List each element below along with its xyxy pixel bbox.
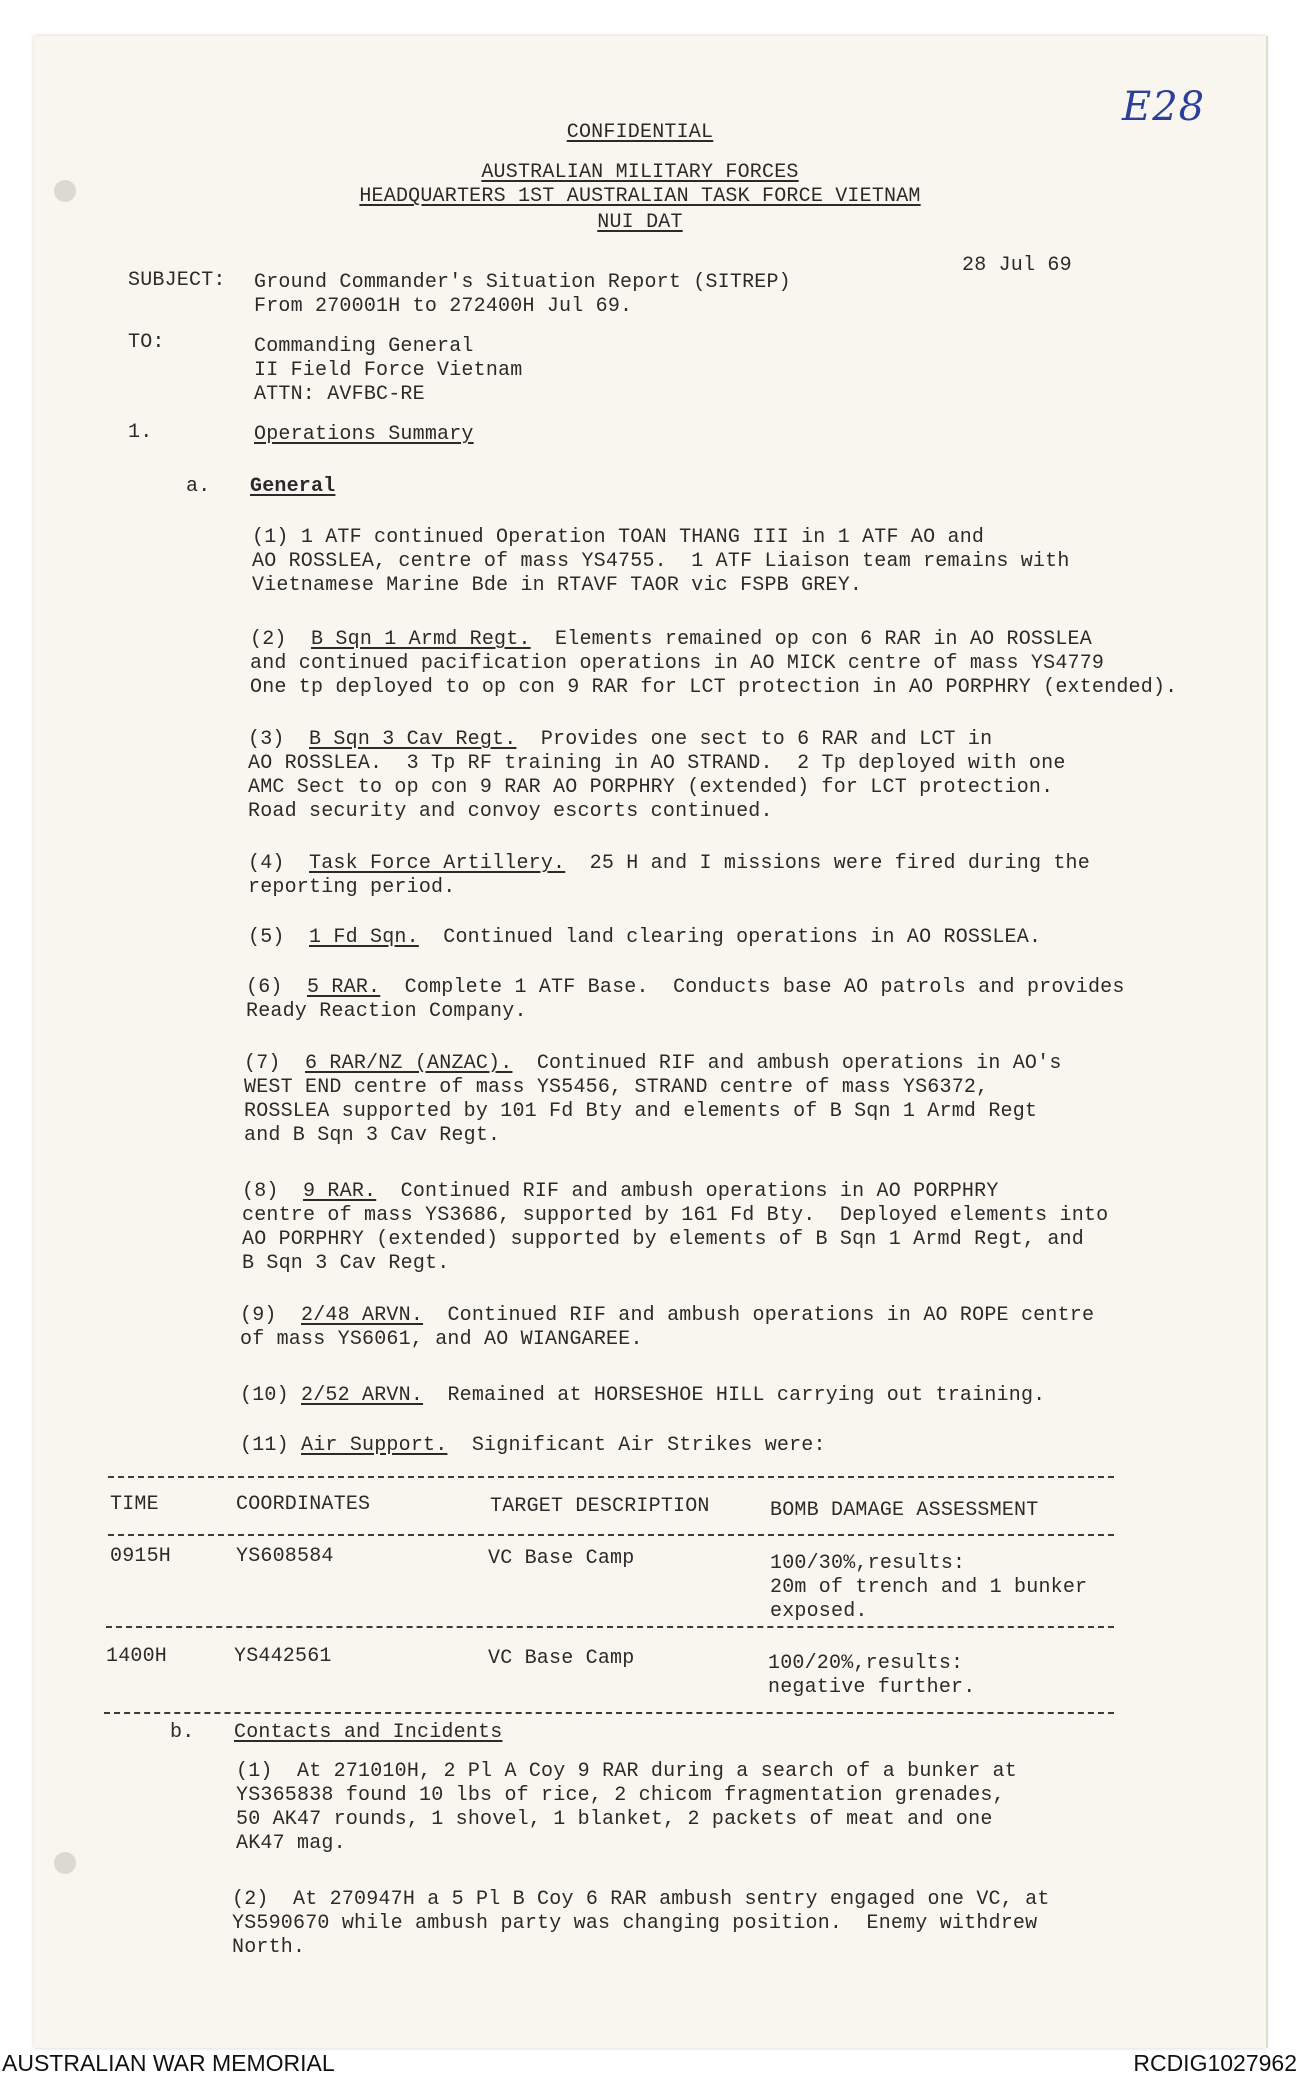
- to-line-3: ATTN: AVFBC-RE: [254, 383, 425, 406]
- paragraph-2: (2) B Sqn 1 Armd Regt. Elements remained op con 6 RAR in AO ROSSLEA and continued pacification operations in AO MICK centre of mass YS4779 One tp deployed to op con 9 RAR for LCT protection in AO PORPHRY (extended).: [250, 628, 1178, 699]
- punch-hole: [54, 180, 76, 202]
- table-rule-header: [108, 1534, 1114, 1536]
- paragraph-11: (11) Air Support. Significant Air Strikes were:: [240, 1434, 826, 1457]
- subject-label: SUBJECT:: [128, 269, 226, 292]
- row-2-time: 1400H: [106, 1645, 168, 1668]
- paragraph-8: (8) 9 RAR. Continued RIF and ambush operations in AO PORPHRY centre of mass YS3686, supported by 161 Fd Bty. Deployed elements into AO PORPHRY (extended) supported by elements of B Sqn 1 Armd Regt, and B Sqn 3 Cav Regt.: [242, 1180, 1109, 1275]
- table-rule-top: [108, 1476, 1114, 1478]
- to-label: TO:: [128, 331, 165, 354]
- document-date: 28 Jul 69: [962, 254, 1072, 277]
- paragraph-5: (5) 1 Fd Sqn. Continued land clearing operations in AO ROSSLEA.: [248, 926, 1042, 949]
- subsection-a-title: General: [250, 475, 336, 498]
- table-header-bda: BOMB DAMAGE ASSESSMENT: [770, 1499, 1039, 1522]
- paragraph-4: (4) Task Force Artillery. 25 H and I missions were fired during the reporting period.: [248, 852, 1090, 899]
- archive-credit: AUSTRALIAN WAR MEMORIAL: [2, 2050, 335, 2076]
- row-2-bda: 100/20%,results: negative further.: [768, 1652, 976, 1699]
- paragraph-10: (10) 2/52 ARVN. Remained at HORSESHOE HILL carrying out training.: [240, 1384, 1046, 1407]
- subject-line-2: From 270001H to 272400H Jul 69.: [254, 295, 633, 318]
- section-title: Operations Summary: [254, 423, 474, 446]
- table-rule-bottom: [104, 1712, 1114, 1714]
- header-line-2: HEADQUARTERS 1ST AUSTRALIAN TASK FORCE VIETNAM: [359, 185, 921, 208]
- section-number: 1.: [128, 421, 153, 444]
- header-line-3: NUI DAT: [597, 211, 683, 234]
- table-rule-row: [106, 1626, 1114, 1628]
- row-1-target: VC Base Camp: [488, 1547, 635, 1570]
- punch-hole: [54, 1852, 76, 1874]
- row-1-coordinates: YS608584: [236, 1545, 334, 1568]
- to-line-1: Commanding General: [254, 335, 474, 358]
- table-header-target: TARGET DESCRIPTION: [490, 1495, 710, 1518]
- paragraph-7: (7) 6 RAR/NZ (ANZAC). Continued RIF and ambush operations in AO's WEST END centre of mass YS5456, STRAND centre of mass YS6372, ROSSLEA supported by 101 Fd Bty and elements of B Sqn 1 Armd Regt and B Sqn 3 Cav Regt.: [244, 1052, 1062, 1147]
- row-2-target: VC Base Camp: [488, 1647, 635, 1670]
- row-1-time: 0915H: [110, 1545, 172, 1568]
- paragraph-3: (3) B Sqn 3 Cav Regt. Provides one sect to 6 RAR and LCT in AO ROSSLEA. 3 Tp RF training in AO STRAND. 2 Tp deployed with one AMC Sect to op con 9 RAR AO PORPHRY (extended) for LCT protection. Road security and convoy escorts continued.: [248, 728, 1066, 823]
- header-line-1: AUSTRALIAN MILITARY FORCES: [481, 161, 799, 184]
- row-2-coordinates: YS442561: [234, 1645, 332, 1668]
- table-header-time: TIME: [110, 1493, 159, 1516]
- contact-1: (1) At 271010H, 2 Pl A Coy 9 RAR during a search of a bunker at YS365838 found 10 lbs of rice, 2 chicom fragmentation grenades, 50 AK47 rounds, 1 shovel, 1 blanket, 2 packets of meat and one AK47 mag.: [236, 1760, 1017, 1855]
- paragraph-9: (9) 2/48 ARVN. Continued RIF and ambush operations in AO ROPE centre of mass YS6061, and AO WIANGAREE.: [240, 1304, 1095, 1351]
- archive-id: RCDIG1027962: [1133, 2050, 1297, 2076]
- subsection-b-title: Contacts and Incidents: [234, 1721, 503, 1744]
- document-page: [34, 36, 1266, 2048]
- paragraph-1: (1) 1 ATF continued Operation TOAN THANG III in 1 ATF AO and AO ROSSLEA, centre of mass YS4755. 1 ATF Liaison team remains with Vietnamese Marine Bde in RTAVF TAOR vic FSPB GREY.: [252, 526, 1070, 597]
- paragraph-6: (6) 5 RAR. Complete 1 ATF Base. Conducts base AO patrols and provides Ready Reaction Company.: [246, 976, 1125, 1023]
- to-line-2: II Field Force Vietnam: [254, 359, 523, 382]
- table-header-coordinates: COORDINATES: [236, 1493, 371, 1516]
- subject-line-1: Ground Commander's Situation Report (SITREP): [254, 271, 791, 294]
- contact-2: (2) At 270947H a 5 Pl B Coy 6 RAR ambush sentry engaged one VC, at YS590670 while ambush party was changing position. Enemy withdrew North.: [232, 1888, 1050, 1959]
- subsection-a-letter: a.: [186, 475, 211, 498]
- row-1-bda: 100/30%,results: 20m of trench and 1 bunker exposed.: [770, 1552, 1088, 1623]
- subsection-b-letter: b.: [170, 1721, 195, 1744]
- classification-heading: CONFIDENTIAL: [566, 121, 714, 144]
- handwritten-reference: E28: [1122, 84, 1206, 130]
